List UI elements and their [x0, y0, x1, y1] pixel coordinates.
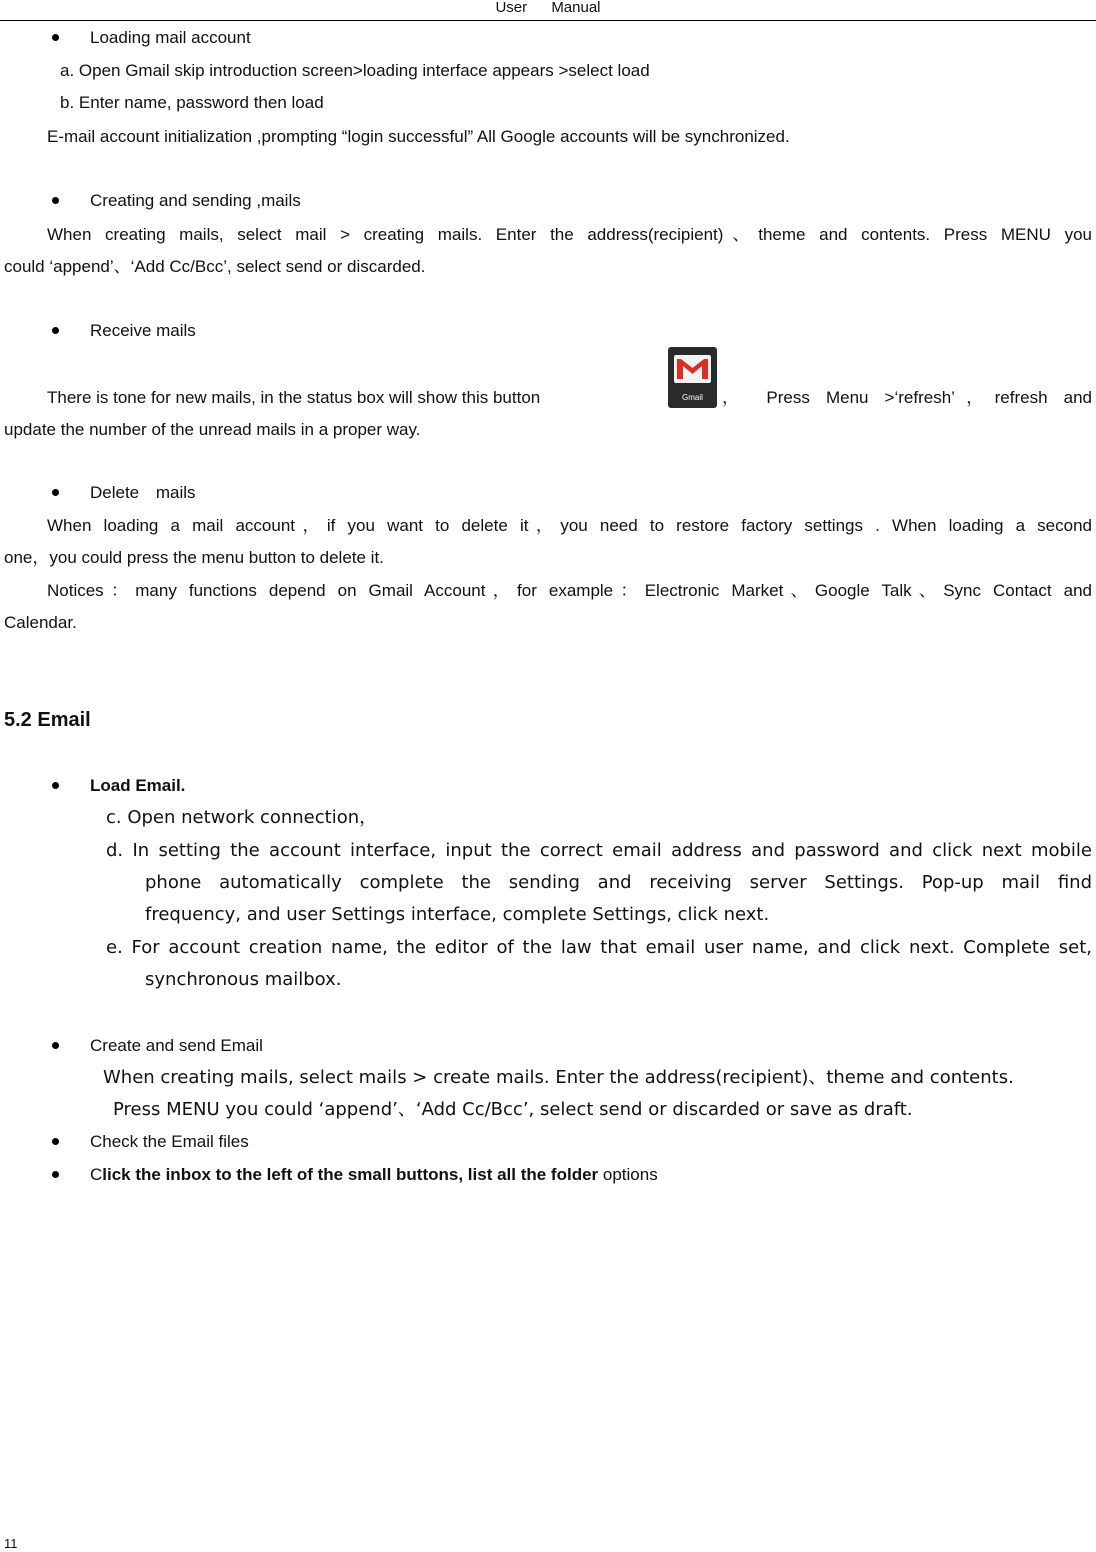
- page-header: [0, 0, 1096, 21]
- bullet: [52, 489, 59, 496]
- header-manual: Manual: [551, 0, 601, 16]
- create-email-line-2: Press MENU you could ‘append’、‘Add Cc/Bcc’, select send or discarded or save as draft.: [113, 1099, 913, 1120]
- bullet-inbox-folders: [90, 1165, 658, 1185]
- header-user: User: [495, 0, 528, 16]
- create-line-2: could ‘append’、‘Add Cc/Bcc’, select send or discarded.: [4, 257, 426, 276]
- load-step-d-2: phone automatically complete the sending and receiving server Settings. Pop-up mail find: [145, 872, 1092, 893]
- bullet-creating-sending: Creating and sending ,mails: [90, 191, 301, 210]
- bullet: [52, 1138, 59, 1145]
- gmail-icon-caption: Gmail: [682, 393, 703, 402]
- receive-line-1-pre: There is tone for new mails, in the status box will show this button: [47, 388, 541, 407]
- step-a: a. Open Gmail skip introduction screen>loading interface appears >select load: [60, 61, 650, 80]
- bullet: [52, 197, 59, 204]
- load-step-d-3: frequency, and user Settings interface, complete Settings, click next.: [145, 904, 770, 925]
- bullet-receive-mails: Receive mails: [90, 321, 196, 340]
- delete-line-2: one，you could press the menu button to delete it.: [4, 548, 384, 567]
- delete-line-1: When loading a mail account，if you want to delete it，you need to restore factory settings . When loading a second: [47, 516, 1092, 535]
- inbox-first-letter: C: [90, 1165, 103, 1184]
- bullet-create-send-email: Create and send Email: [90, 1036, 263, 1055]
- notices-line-2: Calendar.: [4, 613, 77, 632]
- page-number: 11: [4, 1536, 18, 1551]
- inbox-rest-text: options: [598, 1165, 658, 1184]
- receive-line-1-post: ， Press Menu >‘refresh’，refresh and: [722, 388, 1092, 407]
- load-step-d-1: d. In setting the account interface, input the correct email address and password and click next mobile: [106, 840, 1092, 861]
- load-step-e-1: e. For account creation name, the editor of the law that email user name, and click next. Complete set,: [106, 937, 1092, 958]
- bullet-check-email-files: Check the Email files: [90, 1132, 249, 1151]
- bullet-load-email: Load Email.: [90, 776, 186, 795]
- step-b: b. Enter name, password then load: [60, 93, 324, 112]
- notices-line-1: Notices：many functions depend on Gmail Account，for example：Electronic Market、Google Talk、Sync Contact and: [47, 581, 1092, 600]
- bullet-loading-mail-account: Loading mail account: [90, 28, 251, 47]
- create-email-line-1: When creating mails, select mails > create mails. Enter the address(recipient)、theme and contents.: [103, 1067, 1014, 1088]
- load-step-e-2: synchronous mailbox.: [145, 969, 342, 990]
- create-line-1: When creating mails, select mail > creating mails. Enter the address(recipient)、theme and contents. Press MENU you: [47, 225, 1092, 244]
- receive-line-2: update the number of the unread mails in a proper way.: [4, 420, 421, 439]
- load-note: E-mail account initialization ,prompting “login successful” All Google accounts will be synchronized.: [47, 127, 790, 146]
- bullet: [52, 1171, 59, 1178]
- bullet-delete-mails: Delete mails: [90, 483, 196, 502]
- bullet: [52, 327, 59, 334]
- inbox-bold-text: lick the inbox to the left of the small buttons, list all the folder: [102, 1165, 599, 1184]
- gmail-envelope-icon: [674, 355, 711, 383]
- section-heading-email: 5.2 Email: [4, 709, 91, 731]
- gmail-icon: [668, 347, 717, 408]
- load-step-c: c. Open network connection，: [106, 807, 378, 828]
- bullet: [52, 34, 59, 41]
- bullet: [52, 1042, 59, 1049]
- bullet: [52, 782, 59, 789]
